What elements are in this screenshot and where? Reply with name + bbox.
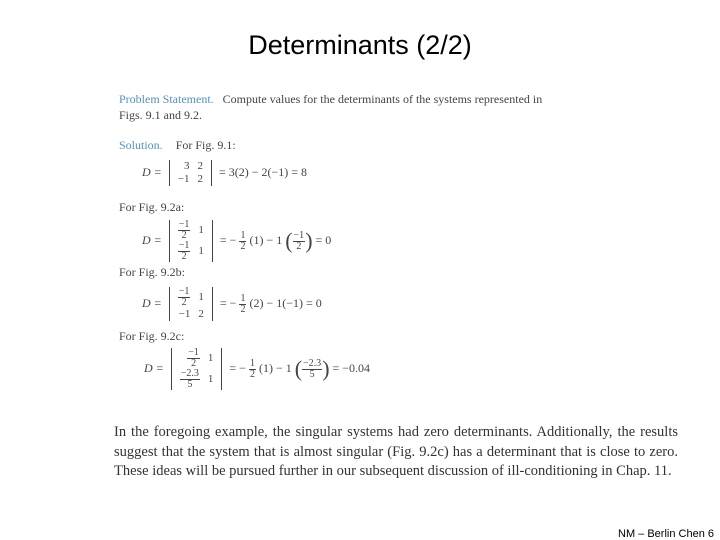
solution-heading bbox=[119, 138, 236, 153]
matrix-cell: $\frac{-1}{2}$ bbox=[178, 286, 190, 308]
equation-part: = −0.04 bbox=[332, 360, 371, 375]
equation-part: = 0 bbox=[315, 232, 332, 247]
matrix-cell: $\frac{-1}{2}$ bbox=[178, 240, 190, 262]
matrix-cell: $\frac{-1}{2}$ bbox=[188, 347, 199, 369]
determinant-matrix bbox=[169, 160, 212, 186]
fraction: $\frac{1}{2}$ bbox=[240, 292, 246, 315]
matrix-cell: 1 bbox=[207, 373, 214, 385]
equation-lhs: D = bbox=[142, 232, 162, 247]
matrix-cell: 1 bbox=[198, 291, 204, 303]
slide-title: Determinants (2/2) bbox=[248, 30, 472, 60]
equation-part: (1) − 1 bbox=[249, 232, 283, 247]
equation-part: = − bbox=[219, 295, 237, 310]
problem-statement bbox=[119, 92, 589, 123]
matrix-cell: −1 bbox=[177, 173, 190, 185]
fraction: $\frac{-2.3}{5}$ bbox=[303, 357, 322, 380]
matrix-cell: $\frac{-2.3}{5}$ bbox=[180, 368, 199, 390]
problem-text-line2: Figs. 9.1 and 9.2. bbox=[119, 108, 203, 122]
fraction: $\frac{1}{2}$ bbox=[240, 229, 246, 252]
equation-rhs: = 3(2) − 2(−1) = 8 bbox=[218, 164, 308, 179]
determinant-matrix bbox=[171, 348, 223, 390]
matrix-cell: 2 bbox=[198, 308, 204, 320]
equation-part: (1) − 1 bbox=[258, 360, 292, 375]
fraction: $\frac{-1}{2}$ bbox=[293, 229, 305, 252]
equation-lhs: D = bbox=[144, 360, 164, 375]
equation-lhs: D = bbox=[142, 295, 162, 310]
equation-fig-9-2b bbox=[142, 287, 322, 321]
matrix-cell: 1 bbox=[207, 352, 214, 364]
matrix-cell: 2 bbox=[197, 173, 203, 185]
discussion-paragraph: In the foregoing example, the singular systems had zero determinants. Additionally, the results suggest that the system that is almost singular (Fig. 9.2c) has a determinant that is close to zero. These ideas will be pursued further in our subsequent discussion of ill-conditioning in Chap. 11. bbox=[114, 424, 678, 479]
slide-footer: NM – Berlin Chen 6 bbox=[618, 528, 714, 540]
problem-text-line1: Compute values for the determinants of the systems represented in bbox=[222, 92, 543, 106]
equation-part: = − bbox=[219, 232, 237, 247]
equation-lhs: D = bbox=[142, 164, 162, 179]
equation-fig-9-1 bbox=[142, 160, 307, 186]
solution-intro: For Fig. 9.1: bbox=[175, 138, 236, 152]
problem-label: Problem Statement. bbox=[119, 92, 214, 106]
fraction: $\frac{1}{2}$ bbox=[249, 357, 255, 380]
equation-fig-9-2a: D = $\frac{-1}{2}$ 1 $\frac{-1}{2}$ 1 = − $\frac{1}{2}$ (1) − 1 ( $\frac{-1}{2}$ ) = 0 bbox=[142, 219, 332, 262]
matrix-cell: 2 bbox=[197, 160, 203, 172]
matrix-cell: 1 bbox=[198, 224, 204, 236]
matrix-cell: 1 bbox=[198, 245, 204, 257]
solution-label: Solution. bbox=[119, 138, 163, 152]
matrix-cell: −1 bbox=[178, 308, 191, 320]
equation-part: = − bbox=[229, 360, 246, 375]
equation-part: (2) − 1(−1) = 0 bbox=[249, 295, 322, 310]
matrix-cell: $\frac{-1}{2}$ bbox=[178, 219, 190, 241]
equation-fig-9-2c: D = $\frac{-1}{2}$ 1 $\frac{-2.3}{5}$ 1 = − $\frac{1}{2}$ (1) − 1 ( $\frac{-2.3}{5}$ ) = −0.04 bbox=[144, 347, 371, 390]
determinant-matrix bbox=[169, 287, 213, 321]
fig-9-2b-heading: For Fig. 9.2b: bbox=[119, 265, 186, 279]
matrix-cell: 3 bbox=[183, 160, 190, 172]
fig-9-2c-heading: For Fig. 9.2c: bbox=[119, 329, 185, 343]
determinant-matrix bbox=[169, 220, 213, 262]
fig-9-2a-heading: For Fig. 9.2a: bbox=[119, 200, 185, 214]
